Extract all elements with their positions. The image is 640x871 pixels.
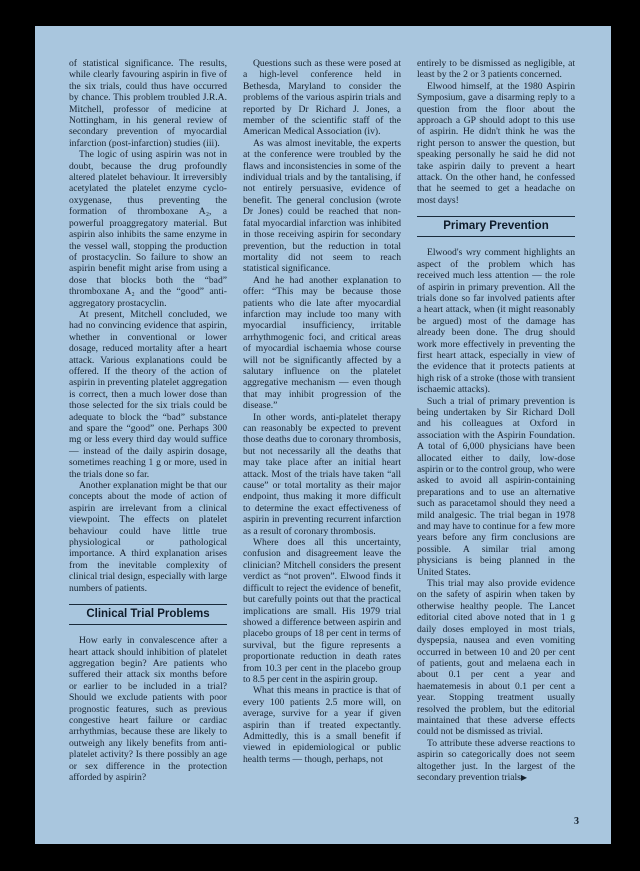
paragraph: Elwood himself, at the 1980 Aspirin Symposium, gave a disarming reply to a question from the floor about the approach a GP should adopt to this use of aspirin. He didn't think he was the right person to answer the question, but speaking personally he said he did not take aspirin daily to prevent a heart attack. On the other hand, he confessed that he seemed to get a headache on most days! bbox=[417, 80, 575, 206]
paragraph: Another explanation might be that our concepts about the mode of action of aspirin are irrelevant from a clinical viewpoint. The effects on platelet behaviour could have little true physiological or pathological importance. A third explanation arises from the inevitable complexity of clinical trial design, especially with large numbers of patients. bbox=[69, 480, 227, 594]
page bbox=[35, 26, 611, 844]
paragraph: entirely to be dismissed as negligible, at least by the 2 or 3 patients concerned. bbox=[417, 58, 575, 81]
column-2 bbox=[243, 58, 401, 765]
paragraph: of statistical significance. The results, while clearly favouring aspirin in five of the six trials, could thus have occurred by chance. This problem troubled J.R.A. Mitchell, professor of medicine at Nottingham, in his general review of secondary prevention of myocardial infarction (post-infarction) studies (iii). bbox=[69, 58, 227, 149]
paragraph: How early in convalescence after a heart attack should inhibition of platelet aggregation begin? Are patients who suffered their attack six months before or earlier to be included in a trial? Should we exclude patients with poor prognostic features, such as previous congestive heart failure or cardiac arrhythmias, because these are likely to outweigh any likely benefits from anti-platelet activity? Is there possibly an age or sex difference in the protection afforded by aspirin? bbox=[69, 635, 227, 783]
paragraph bbox=[417, 738, 575, 784]
paragraph: In other words, anti-platelet therapy can reasonably be expected to prevent those deaths due to coronary thrombosis, but not necessarily all the deaths that may take place after an initial heart attack. Most of the trials have taken “all cause” or total mortality as their major endpoint, thus making it more difficult to determine the exact effectiveness of aspirin in preventing recurrent infarction as a result of coronary thrombosis. bbox=[243, 411, 401, 537]
paragraph: Where does all this uncertainty, confusion and disagreement leave the clinician? Mitchell considers the present verdict as “not proven”. Elwood finds it difficult to reject the evidence of benefit, but carefully points out that the practical implications are small. His 1979 trial showed a difference between aspirin and placebo groups of 18 per cent in terms of survival, but the figure represents a proportionate reduction in death rates from 10.3 per cent in the placebo group to 8.5 per cent in the aspirin group. bbox=[243, 537, 401, 685]
section-heading-clinical-trial-problems: Clinical Trial Problems bbox=[69, 604, 227, 625]
paragraph: And he had another explanation to offer: “This may be because those patients who die late after myocardial infarction may include too many with myocardial insufficiency, irritable arrhythmogenic foci, and critical areas of myocardial ischaemia whose course will not be significantly affected by a salutary influence on the platelet aggregative mechanism — even though that may inhibit progression of the disease.” bbox=[243, 274, 401, 412]
paragraph: As was almost inevitable, the experts at the conference were troubled by the flaws and inconsistencies in some of the individual trials and by the tantalising, if not entirely persuasive, evidence of benefit. The general conclusion (wrote Dr Jones) could be reached that non-fatal myocardial infarction was inhibited in those receiving aspirin for secondary prevention, but the reduction in total mortality did not seem to reach statistical significance. bbox=[243, 137, 401, 275]
continued-arrow-icon: ▶ bbox=[520, 772, 528, 782]
paragraph: This trial may also provide evidence on the safety of aspirin when taken by otherwise healthy people. The Lancet editorial cited above noted that in 1 g daily doses employed in most trials, dyspepsia, nausea and even vomiting occurred in between 10 and 20 per cent of patients, gout and melaena each in about 0.1 per cent a year and haematemesis in about 0.1 per cent a year. Stopping treatment usually resolved the problem, but the editorial maintained that these adverse effects could not be dismissed as trivial. bbox=[417, 578, 575, 738]
paragraph: Elwood's wry comment highlights an aspect of the problem which has received much less attention — the role of aspirin in primary prevention. All the trials done so far involved patients after a heart attack, when (it might reasonably be argued) most of the damage has already been done. The drug should work more effectively in preventing the first heart attack, especially in view of the evidence that it protects patients at high risk of a stroke (those with transient ischaemic attacks). bbox=[417, 247, 575, 396]
paragraph: At present, Mitchell concluded, we had no convincing evidence that aspirin, whether in conventional or lower dosage, reduced mortality after a heart attack. Various explanations could be offered. If the theory of the action of aspirin in preventing platelet aggregation is correct, then a much lower dose than those selected for the six trials could be adequate to block the “bad” substance and spare the “good” one. Perhaps 300 mg or less every third day would suffice — instead of the daily aspirin dosage, sometimes reaching 1 g or more, used in the trials done so far. bbox=[69, 308, 227, 480]
paragraph: What this means in practice is that of every 100 patients 2.5 more will, on average, survive for a year if given aspirin than if treated expectantly. Admittedly, this is a small benefit if viewed in epidemiological or public health terms — though, perhaps, not bbox=[243, 685, 401, 765]
paragraph: Questions such as these were posed at a high-level conference held in Bethesda, Maryland to consider the problems of the various aspirin trials and reported by Dr Richard J. Jones, a member of the scientific staff of the American Medical Association (iv). bbox=[243, 58, 401, 138]
paragraph: The logic of using aspirin was not in doubt, because the drug profoundly altered platelet behaviour. It irreversibly acetylated the platelet enzyme cyclo-oxygenase, thus preventing the formation of thromboxane A₂, a powerful proaggregatory material. But aspirin also inhibits the same enzyme in the vessel wall, stopping the production of prostacyclin. So failure to show an aspirin benefit might arise from using a dose that blocks both the “bad” thromboxane A₂ and the “good” anti-aggregatory prostacyclin. bbox=[69, 149, 227, 309]
page-number: 3 bbox=[574, 816, 579, 827]
column-3 bbox=[417, 58, 575, 783]
paragraph-text: To attribute these adverse reactions to aspirin so categorically does not seem altogether just. In the largest of the secondary prevention trials bbox=[417, 737, 575, 783]
section-heading-primary-prevention: Primary Prevention bbox=[417, 216, 575, 237]
column-1 bbox=[69, 58, 227, 783]
paragraph: Such a trial of primary prevention is being undertaken by Sir Richard Doll and his colleagues at Oxford in association with the Aspirin Foundation. A total of 6,000 physicians have been allocated either to daily, low-dose aspirin or to the control group, who were asked to avoid all aspirin-containing preparations and to use an alternative such as paracetamol should they need a mild analgesic. The trial began in 1978 and may have to continue for a few more years before any firm conclusions are possible. A similar trial among physicians is being planned in the United States. bbox=[417, 395, 575, 578]
